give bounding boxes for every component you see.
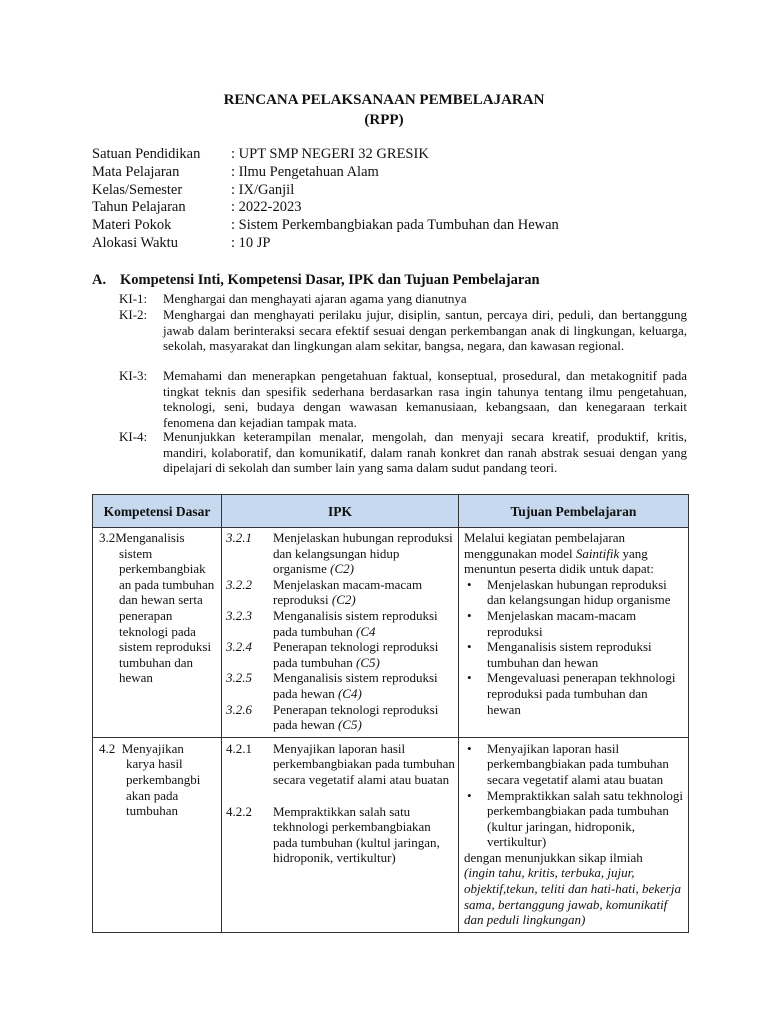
kd-cell xyxy=(93,737,222,932)
ipk-text: Penerapan teknologi reproduksi pada tumbuhan xyxy=(273,639,439,670)
ipk-text: Menjelaskan hubungan reproduksi dan kelangsungan hidup organisme xyxy=(273,530,453,577)
identity-value: : 10 JP xyxy=(231,234,271,251)
identity-block xyxy=(92,146,559,253)
ipk-item xyxy=(226,702,456,733)
identity-label: Alokasi Waktu xyxy=(92,234,178,251)
identity-value: : 2022-2023 xyxy=(231,199,302,216)
ipk-code: 4.2.2 xyxy=(226,803,252,819)
scientific-attitudes: (ingin tahu, kritis, terbuka, jujur, objektif,tekun, teliti dan hati-hati, bekerja sama, bertanggung jawab, komunikatif dan peduli lingkungan) xyxy=(464,865,681,928)
list-item: • Mempraktikkan salah satu tekhnologi perkembangbiakan pada tumbuhan (kultur jaringan, hidroponik, vertikultur) xyxy=(464,788,684,850)
ipk-cell xyxy=(222,528,459,738)
document-title: RENCANA PELAKSANAAN PEMBELAJARAN xyxy=(223,92,545,108)
section-title: Kompetensi Inti, Kompetensi Dasar, IPK dan Tujuan Pembelajaran xyxy=(120,272,540,288)
cognitive-level: (C4 xyxy=(356,623,376,639)
table-row xyxy=(93,737,689,932)
cognitive-level: (C2) xyxy=(330,561,355,577)
identity-value: : Ilmu Pengetahuan Alam xyxy=(231,163,379,180)
table-row xyxy=(93,528,689,738)
ki-text: Menghargai dan menghayati ajaran agama yang dianutnya xyxy=(163,291,467,306)
section-a-heading xyxy=(92,272,540,289)
tujuan-cell xyxy=(459,737,689,932)
ipk-cell xyxy=(222,737,459,932)
ipk-text: Penerapan teknologi reproduksi pada hewan xyxy=(273,701,439,733)
tujuan-cell xyxy=(459,528,689,738)
ipk-item xyxy=(226,670,456,701)
cognitive-level: (C4) xyxy=(337,685,362,701)
ipk-text: Menjelaskan macam-macam reproduksi xyxy=(273,576,423,608)
tujuan-intro-text: Melalui kegiatan pembelajaran menggunakan model xyxy=(464,530,625,561)
ki-text: Menunjukkan keterampilan menalar, mengolah, dan menyaji secara kreatif, produktif, kritis, mandiri, kolaboratif, dan komunikatif, dalam ranah konkret dan ranah abstrak sesuai dengan yang dipelajari di sekolah dan sumber lain yang sama dalam sudut pandang teori. xyxy=(163,429,687,475)
ipk-code: 3.2.3 xyxy=(226,607,252,623)
ki-code: KI-1: xyxy=(119,291,148,306)
list-item: • Menyajikan laporan hasil perkembangbiakan pada tumbuhan secara vegetatif alami atau buatan xyxy=(464,741,684,788)
tujuan-list xyxy=(464,577,684,717)
ipk-item xyxy=(226,577,456,608)
identity-label: Kelas/Semester xyxy=(92,181,183,198)
ipk-item xyxy=(226,530,456,577)
identity-row xyxy=(92,146,559,164)
identity-label: Materi Pokok xyxy=(92,217,172,234)
ipk-item xyxy=(226,741,456,788)
identity-label: Satuan Pendidikan xyxy=(92,146,201,162)
tujuan-outro: dengan menunjukkan sikap ilmiah xyxy=(464,849,643,865)
header-kompetensi-dasar: Kompetensi Dasar xyxy=(93,495,222,528)
ki-code: KI-4: xyxy=(119,429,148,444)
identity-value: : UPT SMP NEGERI 32 GRESIK xyxy=(231,146,429,162)
ipk-item xyxy=(226,639,456,670)
ipk-text: Menganalisis sistem reproduksi pada tumbuhan xyxy=(273,607,438,639)
identity-row xyxy=(92,217,559,235)
cognitive-level: (C5) xyxy=(356,654,380,670)
ipk-code: 3.2.1 xyxy=(226,530,252,545)
cognitive-level: (C2) xyxy=(331,592,356,608)
section-letter: A. xyxy=(92,272,107,288)
kd-number: 4.2 Menyajikan xyxy=(99,740,184,756)
cognitive-level: (C5) xyxy=(337,717,362,733)
list-item: • Menjelaskan macam-macam reproduksi xyxy=(464,608,684,639)
ki-code: KI-3: xyxy=(119,368,148,383)
learning-model: Saintifik xyxy=(575,545,620,561)
list-item: • Menjelaskan hubungan reproduksi dan kelangsungan hidup organisme xyxy=(464,577,684,608)
kd-number: 3.2Menganalisis xyxy=(99,530,185,545)
header-ipk: IPK xyxy=(222,495,459,528)
ipk-text: Menganalisis sistem reproduksi pada hewan xyxy=(273,670,438,701)
ki-code: KI-2: xyxy=(119,307,148,322)
table-header-row xyxy=(93,495,689,528)
identity-label: Mata Pelajaran xyxy=(92,163,180,180)
list-item: • Menganalisis sistem reproduksi tumbuhan dan hewan xyxy=(464,639,684,670)
tujuan-list xyxy=(464,741,684,850)
ki-text: Menghargai dan menghayati perilaku jujur, disiplin, santun, percaya diri, peduli, dan bertanggung jawab dalam berinteraksi secara efektif sesuai dengan perkembangan anak di lingkungan, keluarga, sekolah, masyarakat dan lingkungan alam sekitar, bangsa, negara, dan kawasan regional. xyxy=(163,307,687,353)
identity-label: Tahun Pelajaran xyxy=(92,199,186,216)
ipk-code: 3.2.4 xyxy=(226,639,252,655)
competency-table xyxy=(92,494,689,933)
ipk-text: Menyajikan laporan hasil perkembangbiakan pada tumbuhan secara vegetatif alami atau buatan xyxy=(273,740,455,787)
kd-description: karya hasil perkembangbi akan pada tumbuhan xyxy=(126,756,201,819)
ipk-text: Mempraktikkan salah satu tekhnologi perkembangbiakan pada tumbuhan (kultul jaringan, hidroponik, vertikultur) xyxy=(273,803,440,866)
ipk-code: 3.2.2 xyxy=(226,576,252,592)
identity-row xyxy=(92,235,559,253)
spacer xyxy=(226,788,456,804)
ipk-code: 4.2.1 xyxy=(226,740,252,756)
list-item: • Mengevaluasi penerapan tekhnologi reproduksi pada tumbuhan dan hewan xyxy=(464,670,684,717)
tujuan-intro-text: yang menuntun peserta didik untuk dapat: xyxy=(464,545,654,577)
identity-row xyxy=(92,182,559,200)
tujuan-intro xyxy=(464,530,684,577)
ipk-code: 3.2.5 xyxy=(226,670,252,686)
ipk-item xyxy=(226,608,456,639)
ki-text: Memahami dan menerapkan pengetahuan faktual, konseptual, prosedural, dan metakognitif pada tingkat teknis dan spesifik sederhana berdasarkan rasa ingin tahunya tentang ilmu pengetahuan, teknologi, seni, budaya dengan wawasan kemanusiaan, kebangsaan, dan kenegaraan terkait fenomena dan kejadian tampak mata. xyxy=(163,368,687,430)
identity-row xyxy=(92,199,559,217)
document-subtitle: (RPP) xyxy=(364,112,404,128)
identity-value: : IX/Ganjil xyxy=(231,181,295,198)
ipk-item xyxy=(226,804,456,866)
header-tujuan-pembelajaran: Tujuan Pembelajaran xyxy=(459,495,689,528)
ipk-code: 3.2.6 xyxy=(226,701,252,717)
kd-cell xyxy=(93,528,222,738)
identity-value: : Sistem Perkembangbiakan pada Tumbuhan dan Hewan xyxy=(231,217,559,234)
identity-row xyxy=(92,164,559,182)
kd-description: sistem perkembangbiak an pada tumbuhan dan hewan serta penerapan teknologi pada sistem reproduksi tumbuhan dan hewan xyxy=(119,545,215,686)
